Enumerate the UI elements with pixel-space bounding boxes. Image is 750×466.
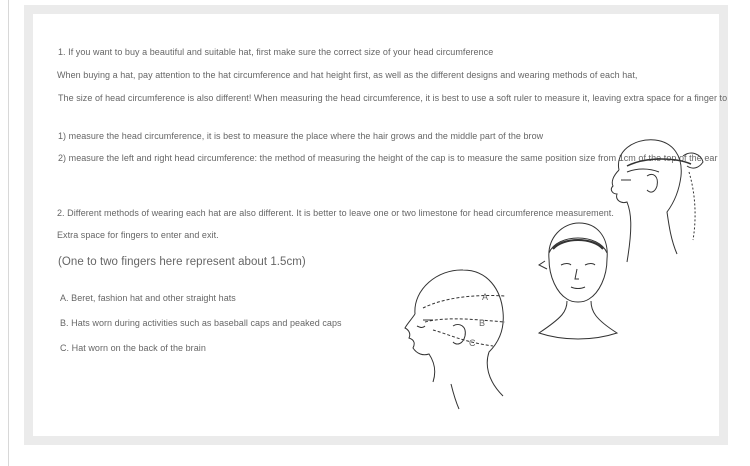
- measuring-head-illustration: [597, 132, 707, 272]
- left-edge-rule: [8, 0, 9, 466]
- paragraph-2-line-1: 2. Different methods of wearing each hat are also different. It is better to leave one or two limestone for head circumference measurement.: [57, 208, 614, 218]
- paragraph-1-line-2: When buying a hat, pay attention to the hat circumference and hat height first, as well as the different designs and wearing methods of each hat,: [57, 70, 638, 80]
- line-label-a: A: [482, 292, 489, 302]
- hat-type-c: C. Hat worn on the back of the brain: [60, 343, 206, 353]
- step-2-text: 2) measure the left and right head circumference: the method of measuring the height of the cap is to measure the same position size from 1cm of the top of the ear: [58, 153, 718, 163]
- profile-head-illustration: [393, 264, 533, 414]
- step-1-text: 1) measure the head circumference, it is best to measure the place where the hair grows and the middle part of the brow: [58, 131, 544, 141]
- hat-type-b: B. Hats worn during activities such as baseball caps and peaked caps: [60, 318, 342, 328]
- hat-type-a: A. Beret, fashion hat and other straight hats: [60, 293, 236, 303]
- line-label-c: C: [469, 338, 476, 348]
- line-label-b: B: [479, 318, 486, 328]
- size-guide-panel: [33, 14, 728, 436]
- finger-width-note: (One to two fingers here represent about 1.5cm): [58, 256, 306, 268]
- paragraph-1-line-1: 1. If you want to buy a beautiful and suitable hat, first make sure the correct size of your head circumference: [58, 47, 494, 57]
- paragraph-2-line-2: Extra space for fingers to enter and exit.: [57, 230, 219, 240]
- paragraph-1-line-3: The size of head circumference is also different! When measuring the head circumference, it is best to use a soft ruler to measure it, leaving extra space for a finger to: [58, 93, 728, 103]
